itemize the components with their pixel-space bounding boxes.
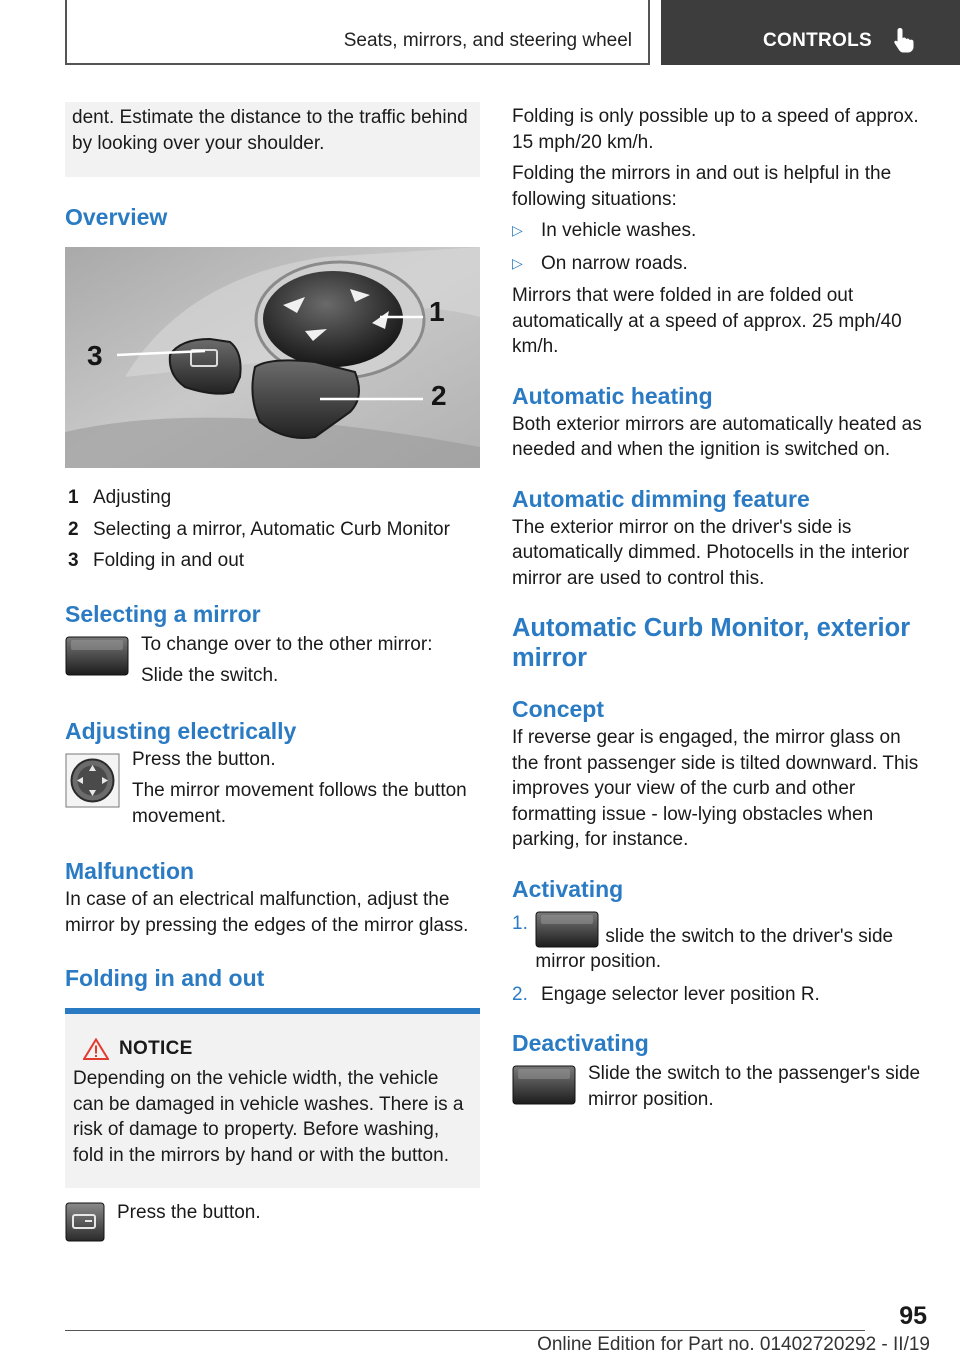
fold-out-text: Mirrors that were folded in are folded out automatically at a speed of approx. 25 mph/40 km/h.: [512, 285, 902, 357]
list-item: [512, 218, 930, 244]
selecting-mirror-text-1: To change over to the other mirror:: [141, 633, 433, 655]
legend-number: 1: [68, 487, 79, 508]
footer-edition: Online Edition for Part no. 01402720292 - II/19: [537, 1334, 930, 1355]
photo-label-3: 3: [87, 340, 103, 371]
legend-text: Adjusting: [93, 487, 172, 508]
warning-triangle-icon: [83, 1038, 109, 1060]
folding-text: Press the button.: [117, 1202, 261, 1223]
legend-item: [65, 485, 480, 511]
automatic-dimming-text: The exterior mirror on the driver's side is automatically dimmed. Photocells in the interior mirror are used to control this.: [512, 516, 910, 589]
legend-item: [65, 548, 480, 574]
deactivating-block: [512, 1065, 930, 1112]
folding-situations-text: Folding the mirrors in and out is helpful in the following situations:: [512, 163, 892, 210]
adjusting-electrically-block: [65, 748, 480, 830]
concept-text: If reverse gear is engaged, the mirror glass on the front passenger side is tilted downward. This improves your view of the curb and other formatting issue - low-lying obstacles when parking, for instance.: [512, 727, 919, 850]
automatic-heating-heading: Automatic heating: [512, 382, 713, 409]
step-text: slide the switch to the driver's side mirror position.: [535, 925, 894, 972]
header-chapter-box: [65, 0, 650, 65]
left-column: [65, 102, 480, 1247]
notice-box: [65, 1008, 480, 1188]
slide-switch-icon: [512, 1065, 576, 1112]
folding-speed-text: Folding is only possible up to a speed of approx. 15 mph/20 km/h.: [512, 106, 919, 153]
slide-switch-icon: [535, 911, 599, 948]
notice-header: [83, 1038, 472, 1060]
activating-steps: [512, 911, 930, 1008]
selecting-mirror-text-2: Slide the switch.: [141, 665, 279, 686]
header-section-label: CONTROLS: [763, 30, 873, 51]
automatic-heating-text: Both exterior mirrors are automatically heated as needed and when the ignition is switched on.: [512, 413, 922, 460]
bullet-triangle-icon: ▷: [512, 254, 523, 271]
malfunction-heading: Malfunction: [65, 858, 195, 884]
adjusting-text-1: Press the button.: [132, 748, 276, 770]
overview-heading: Overview: [65, 204, 168, 230]
list-item: [512, 251, 930, 277]
step-item: [512, 982, 930, 1008]
deactivating-heading: Deactivating: [512, 1030, 649, 1056]
malfunction-text: In case of an electrical malfunction, adjust the mirror by pressing the edges of the mirror glass.: [65, 889, 469, 936]
curb-monitor-heading: Automatic Curb Monitor, exterior mirror: [512, 614, 911, 672]
notice-text: Depending on the vehicle width, the vehicle can be damaged in vehicle washes. There is a risk of damage to property. Before washing, fold in the mirrors by hand or with the button.: [73, 1068, 464, 1166]
selecting-mirror-heading: Selecting a mirror: [65, 600, 261, 627]
pointing-hand-icon: [893, 26, 919, 54]
notice-title: NOTICE: [119, 1038, 193, 1059]
bullet-triangle-icon: ▷: [512, 222, 523, 238]
step-number: 1.: [512, 912, 528, 934]
concept-heading: Concept: [512, 696, 604, 722]
adjusting-electrically-heading: Adjusting electrically: [65, 717, 297, 744]
situations-list: [512, 218, 930, 276]
list-item-text: In vehicle washes.: [541, 220, 697, 241]
photo-label-1: 1: [429, 296, 445, 327]
step-text: Engage selector lever position R.: [541, 983, 820, 1005]
continued-text-box: [65, 102, 480, 177]
header-chapter-title: Seats, mirrors, and steering wheel: [343, 30, 632, 51]
photo-label-2: 2: [431, 380, 447, 411]
legend-text: Selecting a mirror, Automatic Curb Monitor: [93, 518, 450, 540]
photo-legend: [65, 485, 480, 574]
selecting-mirror-block: [65, 633, 480, 689]
mirror-adjust-button-icon: [65, 753, 120, 830]
folding-heading: Folding in and out: [65, 965, 265, 991]
adjusting-text-2: The mirror movement follows the button movement.: [132, 780, 467, 827]
list-item-text: On narrow roads.: [541, 252, 688, 274]
activating-heading: Activating: [512, 875, 624, 902]
mirror-control-photo: [65, 247, 480, 468]
intro-paragraph: dent. Estimate the distance to the traffic behind by looking over your shoulder.: [72, 107, 468, 154]
automatic-dimming-heading: Automatic dimming feature: [512, 485, 810, 512]
fold-button-icon: [65, 1202, 105, 1247]
step-item: [512, 911, 930, 975]
legend-item: [65, 517, 480, 543]
footer-divider: [65, 1330, 865, 1331]
page-number: 95: [899, 1302, 927, 1330]
legend-number: 3: [68, 550, 79, 571]
right-column: [512, 104, 930, 1112]
legend-number: 2: [68, 518, 79, 540]
deactivating-text: Slide the switch to the passenger's side mirror position.: [588, 1063, 921, 1110]
legend-text: Folding in and out: [93, 550, 245, 571]
header-section-tab[interactable]: [661, 0, 960, 65]
slide-switch-icon: [65, 636, 129, 689]
folding-block: [65, 1202, 480, 1247]
step-number: 2.: [512, 983, 528, 1005]
